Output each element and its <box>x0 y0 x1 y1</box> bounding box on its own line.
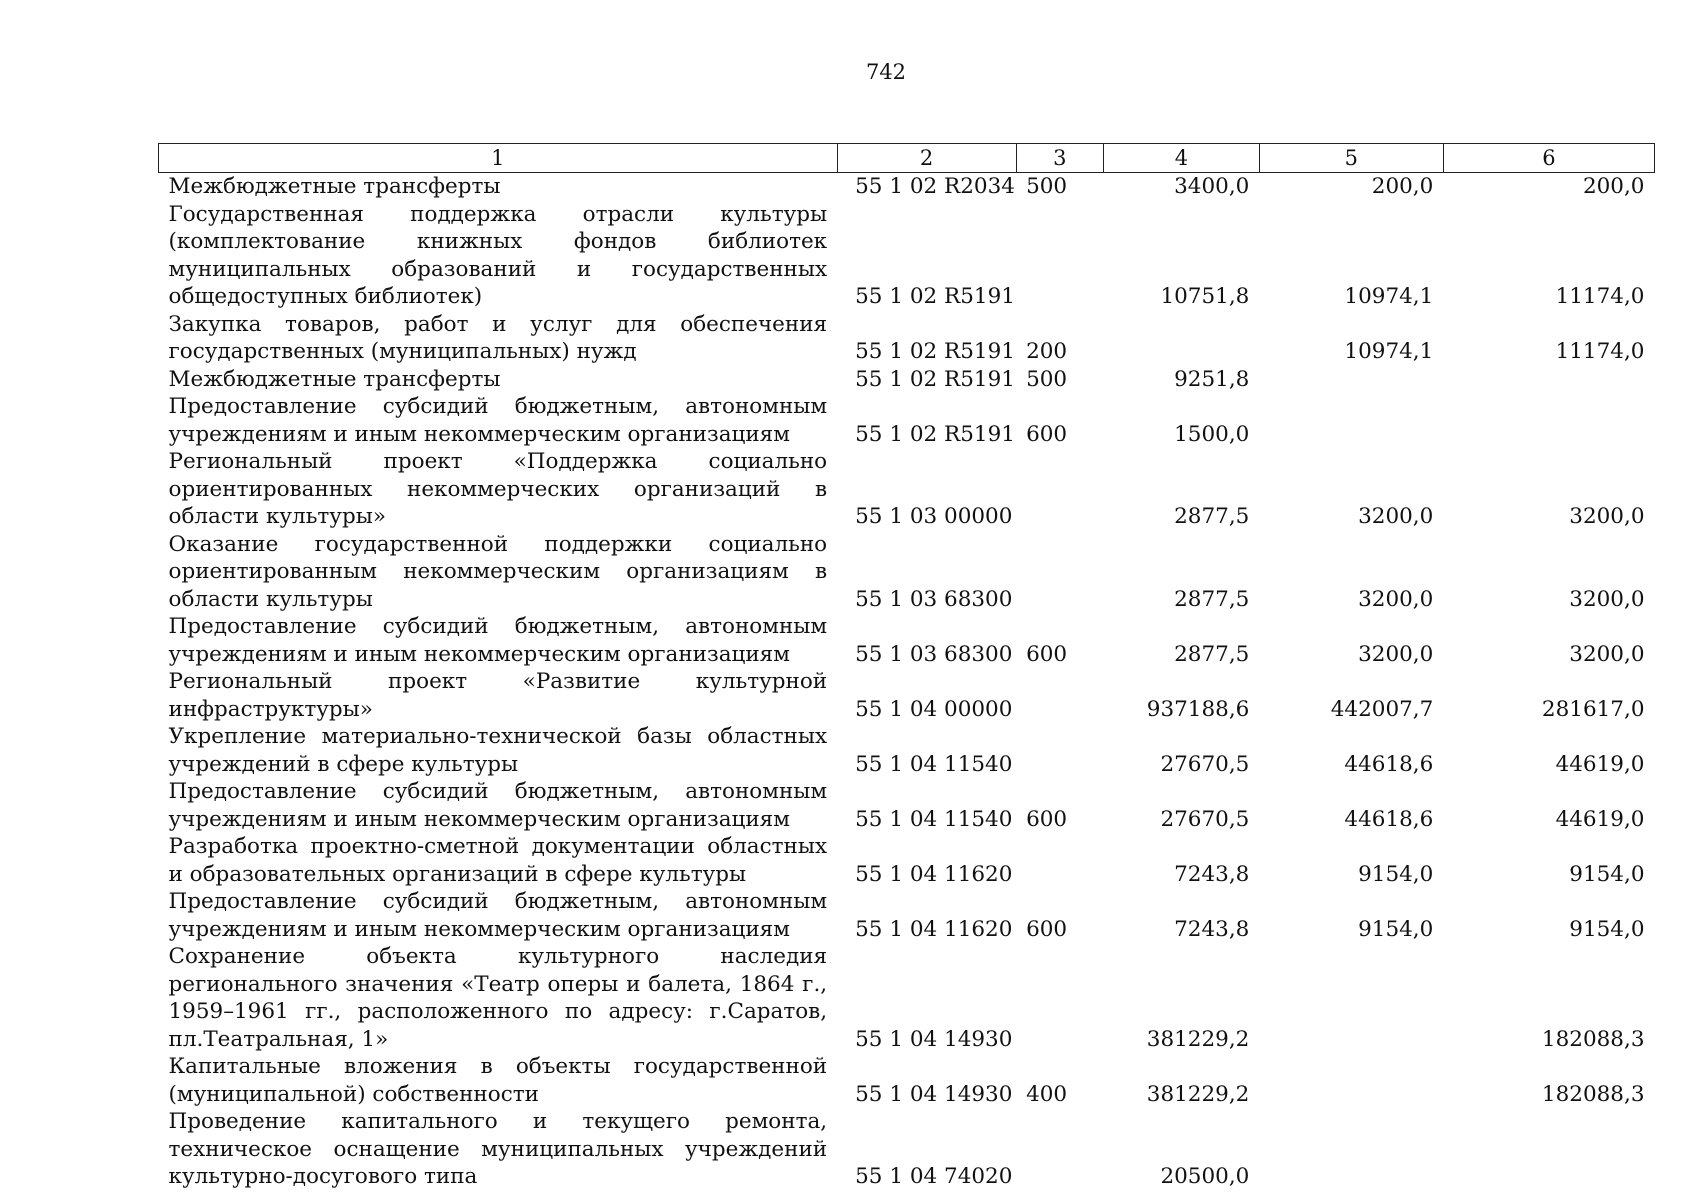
column-header-4: 4 <box>1104 144 1260 173</box>
row-expense-type: 600 <box>1026 421 1068 447</box>
row-value-5 <box>1259 1108 1443 1191</box>
row-value-6: 11174,0 <box>1555 284 1645 309</box>
row-value-4: 9251,8 <box>1174 366 1250 392</box>
row-code: 55 1 02 R5191 <box>855 421 1015 447</box>
row-value-4: 2877,5 <box>1174 641 1250 667</box>
row-code: 55 1 03 68300 <box>855 641 1013 667</box>
row-expense-type: 600 <box>1026 806 1068 832</box>
row-value-5 <box>1259 366 1443 394</box>
row-name: Региональный проект «Поддержка социально ориентированных некоммерческих организаций в области культуры» <box>168 449 828 529</box>
row-value-6 <box>1443 1108 1654 1191</box>
row-value-6: 3200,0 <box>1569 586 1645 612</box>
row-value-5: 9154,0 <box>1358 861 1434 887</box>
row-expense-type: 200 <box>1026 339 1068 364</box>
row-value-5 <box>1259 393 1443 448</box>
row-value-6 <box>1443 393 1654 448</box>
row-expense-type <box>1016 448 1103 531</box>
row-code: 55 1 02 R5191 <box>855 284 1015 309</box>
row-value-4: 2877,5 <box>1174 504 1250 529</box>
row-expense-type <box>1016 1108 1103 1191</box>
budget-table-container <box>158 143 1655 1191</box>
table-row <box>159 943 1655 1053</box>
row-name: Предоставление субсидий бюджетным, автономным учреждениям и иным некоммерческим организациям <box>168 394 828 447</box>
row-name: Предоставление субсидий бюджетным, автономным учреждениям и иным некоммерческим организациям <box>168 779 828 832</box>
row-value-4: 27670,5 <box>1160 751 1250 777</box>
row-code: 55 1 02 R2034 <box>855 174 1015 199</box>
row-value-5: 200,0 <box>1371 174 1434 199</box>
table-row <box>159 393 1655 448</box>
row-name: Закупка товаров, работ и услуг для обеспечения государственных (муниципальных) нужд <box>168 311 828 364</box>
row-value-5: 10974,1 <box>1344 339 1434 364</box>
table-row <box>159 888 1655 943</box>
table-row <box>159 201 1655 311</box>
row-name: Капитальные вложения в объекты государственной (муниципальной) собственности <box>168 1054 828 1107</box>
row-name: Региональный проект «Развитие культурной инфраструктуры» <box>168 669 828 722</box>
row-expense-type <box>1016 201 1103 311</box>
column-header-6: 6 <box>1443 144 1654 173</box>
page-number: 742 <box>865 60 907 84</box>
row-name: Предоставление субсидий бюджетным, автономным учреждениям и иным некоммерческим организациям <box>168 889 828 942</box>
table-row <box>159 531 1655 614</box>
row-value-5: 3200,0 <box>1358 504 1434 529</box>
table-row <box>159 1108 1655 1191</box>
row-code: 55 1 02 R5191 <box>855 366 1015 392</box>
table-row <box>159 1053 1655 1108</box>
row-value-5 <box>1259 1053 1443 1108</box>
row-value-4: 381229,2 <box>1146 1081 1250 1107</box>
row-value-6: 200,0 <box>1582 174 1645 199</box>
row-expense-type <box>1016 531 1103 614</box>
row-value-6: 3200,0 <box>1569 641 1645 667</box>
row-value-6: 281617,0 <box>1541 696 1645 722</box>
row-name: Межбюджетные трансферты <box>168 366 501 392</box>
column-header-3: 3 <box>1016 144 1103 173</box>
row-value-4: 7243,8 <box>1174 916 1250 942</box>
row-code: 55 1 04 11620 <box>855 861 1013 887</box>
row-name: Проведение капитального и текущего ремонта, техническое оснащение муниципальных учреждений культурно-досугового типа <box>168 1109 828 1189</box>
row-value-6: 9154,0 <box>1569 916 1645 942</box>
column-header-1: 1 <box>159 144 838 173</box>
row-value-4: 7243,8 <box>1174 861 1250 887</box>
row-expense-type <box>1016 723 1103 778</box>
row-value-5: 10974,1 <box>1344 284 1434 309</box>
row-code: 55 1 04 74020 <box>855 1164 1013 1189</box>
row-name: Предоставление субсидий бюджетным, автономным учреждениям и иным некоммерческим организациям <box>168 614 828 667</box>
row-value-6: 44619,0 <box>1555 751 1645 777</box>
row-value-4: 2877,5 <box>1174 586 1250 612</box>
row-value-6 <box>1443 366 1654 394</box>
table-row <box>159 173 1655 201</box>
row-value-4 <box>1104 311 1260 366</box>
row-value-5: 442007,7 <box>1330 696 1434 722</box>
row-code: 55 1 03 68300 <box>855 586 1013 612</box>
row-value-4: 20500,0 <box>1160 1164 1250 1189</box>
table-row <box>159 613 1655 668</box>
row-expense-type: 600 <box>1026 641 1068 667</box>
row-code: 55 1 04 11540 <box>855 751 1013 777</box>
row-expense-type <box>1016 668 1103 723</box>
table-row <box>159 311 1655 366</box>
row-value-4: 10751,8 <box>1160 284 1250 309</box>
row-value-4: 937188,6 <box>1146 696 1250 722</box>
column-header-2: 2 <box>837 144 1016 173</box>
row-name: Государственная поддержка отрасли культуры (комплектование книжных фондов библиотек муниципальных образований и государственных общедоступных библиотек) <box>168 201 828 309</box>
row-name: Разработка проектно-сметной документации областных и образовательных организаций в сфере культуры <box>168 834 828 887</box>
budget-table <box>158 143 1655 1191</box>
row-value-4: 3400,0 <box>1174 174 1250 199</box>
table-row <box>159 723 1655 778</box>
row-code: 55 1 04 11620 <box>855 916 1013 942</box>
row-value-6: 11174,0 <box>1555 339 1645 364</box>
table-row <box>159 668 1655 723</box>
row-value-4: 1500,0 <box>1174 421 1250 447</box>
row-value-6: 182088,3 <box>1541 1081 1645 1107</box>
row-expense-type <box>1016 943 1103 1053</box>
row-value-6: 44619,0 <box>1555 806 1645 832</box>
row-name: Оказание государственной поддержки социально ориентированным некоммерческим организациям в области культуры <box>168 531 828 612</box>
row-value-4: 381229,2 <box>1146 1026 1250 1052</box>
row-value-5: 44618,6 <box>1344 751 1434 777</box>
table-row <box>159 778 1655 833</box>
row-code: 55 1 04 14930 <box>855 1081 1013 1107</box>
row-value-5: 44618,6 <box>1344 806 1434 832</box>
row-expense-type: 500 <box>1026 174 1068 199</box>
row-expense-type: 500 <box>1026 366 1068 392</box>
row-expense-type <box>1016 833 1103 888</box>
row-value-5 <box>1259 943 1443 1053</box>
table-row <box>159 448 1655 531</box>
row-code: 55 1 04 00000 <box>855 696 1013 722</box>
table-row <box>159 833 1655 888</box>
row-code: 55 1 04 14930 <box>855 1026 1013 1052</box>
row-code: 55 1 03 00000 <box>855 504 1013 529</box>
row-name: Межбюджетные трансферты <box>168 174 501 199</box>
row-value-6: 9154,0 <box>1569 861 1645 887</box>
column-header-5: 5 <box>1259 144 1443 173</box>
row-name: Сохранение объекта культурного наследия регионального значения «Театр оперы и балета, 1864 г., 1959–1961 гг., расположенного по адресу: г.Саратов, пл.Театральная, 1» <box>168 944 828 1052</box>
row-code: 55 1 04 11540 <box>855 806 1013 832</box>
row-value-5: 3200,0 <box>1358 586 1434 612</box>
table-header-row <box>159 144 1655 173</box>
row-code: 55 1 02 R5191 <box>855 339 1015 364</box>
row-expense-type: 400 <box>1026 1081 1068 1107</box>
row-value-6: 3200,0 <box>1569 504 1645 529</box>
row-value-4: 27670,5 <box>1160 806 1250 832</box>
table-row <box>159 366 1655 394</box>
row-expense-type: 600 <box>1026 916 1068 942</box>
row-value-6: 182088,3 <box>1541 1026 1645 1052</box>
row-name: Укрепление материально-технической базы областных учреждений в сфере культуры <box>168 724 828 777</box>
row-value-5: 3200,0 <box>1358 641 1434 667</box>
row-value-5: 9154,0 <box>1358 916 1434 942</box>
